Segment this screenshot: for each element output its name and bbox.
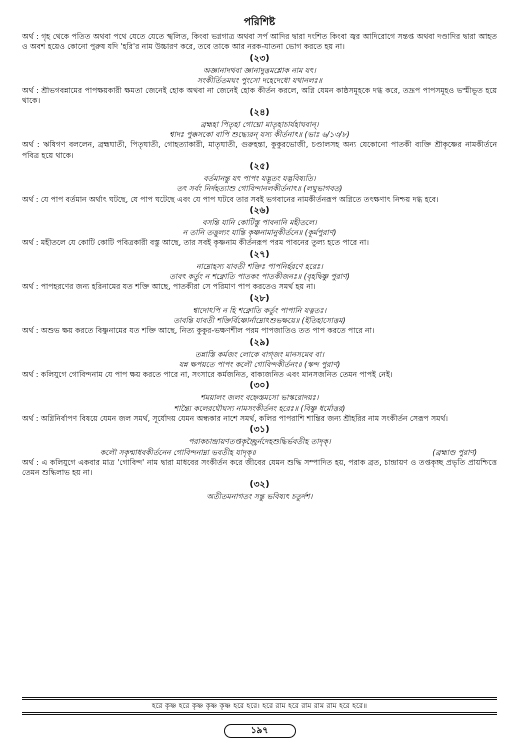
- translation-paragraph: অর্থ : যে পাপ বর্তমান অর্থাৎ ঘটছে, যে পাপ ঘটেছে এবং যে পাপ ঘটবে তার সবই ভগবানের নামকীর্তনরূপ অগ্নিতে তৎক্ষণাৎ নিশ্চয় দগ্ধ হবে।: [22, 194, 439, 204]
- verse-source: (ব্রহ্মাণ্ড পুরাণ): [432, 447, 477, 457]
- verse-line: তাবৎ কর্তুং ন শক্নোতি পাতকং পাতকীজনঃ॥ (বৃহদ্বিষ্ণু পুরাণ): [169, 272, 350, 282]
- verse-line: তাবন্তি যাবতী শক্তির্বিষ্ণোর্নাম্নোঽশুভক্ষয়ে॥ (ইতিহাসোত্তম): [173, 315, 346, 325]
- verse-text: কলৌ সকৃন্মাধবকীর্তনেন গোবিন্দনাম্না ভবতীহ যাদৃক্॥: [100, 447, 256, 457]
- verse-line: নাম্নোহস্য যাবতী শক্তিঃ পাপনির্হরণে হরেঃ।: [196, 261, 323, 271]
- verse-line: সংকীর্তিতমঘং পুংসো দহেদেধো যথানলঃ॥: [196, 75, 323, 85]
- verse-line: পরাকচান্দ্রায়ণতপ্তকৃচ্ছ্রৈর্নদেহশুদ্ধির্ভবতীহ তাদৃক্।: [188, 437, 331, 447]
- verse-line: তন্নাস্তি কর্মজং লোকে বাগ্জং মানসমেব বা।: [195, 349, 324, 359]
- page-header: [22, 14, 497, 30]
- verse-number: (২৫): [249, 161, 270, 172]
- page-number-wrap: [22, 718, 497, 734]
- page-footer: [22, 697, 497, 734]
- verse-line: যন্ন ক্ষপয়তে পাপং কলৌ গোবিন্দকীর্তনং॥ (স্কন্দ পুরাণ): [178, 359, 341, 369]
- translation-paragraph: অর্থ : পাপহরণের জন্য হরিনামের যত শক্তি আছে, পাতকীরা সে পরিমাণ পাপ করতেও সমর্থ হয় না।: [22, 282, 316, 292]
- verse-line: অতীতমনাগতং সন্তু ভবিষ্যৎ চতুর্দশ।: [206, 491, 313, 501]
- verse-number: (২৪): [249, 107, 270, 118]
- verse-line: অজ্ঞানাদথবা জ্ঞানাদুত্তমশ্লোক নাম যৎ।: [203, 65, 316, 75]
- verse-number: (২৭): [249, 249, 270, 260]
- translation-paragraph: অর্থ : গৃহ থেকে পতিত অথবা পথে যেতে যেতে স্খলিত, কিংবা ভগ্নগাত্র অথবা সর্প আদির দ্বারা দংশিত কিংবা জ্বর আদিরোগে সন্তপ্ত অথবা দণ্ডাদির দ্বারা আহত ও অবশ হয়েও কোনো পুরুষ যদি 'হরি'র নাম উচ্চারণ করে, তবে তাকে আর নরক-যাতনা ভোগ করতে হয় না।: [22, 32, 497, 52]
- verse-line: শ্বাদোঽপি ন হি শক্নোতি কর্তুং পাপানি যত্নতঃ।: [192, 305, 327, 315]
- verse-number: (৩০): [249, 381, 270, 392]
- verse-line: শ্বাদঃ পুক্কসকো বাপি শুদ্ধ্যেরন্ যস্য কীর্তনাৎ॥ (ভাঃ ৬/১৩/৮): [169, 130, 350, 140]
- bottom-rule: [22, 712, 497, 715]
- page-number: ১৯৭: [224, 724, 296, 738]
- verse-number: (২৩): [249, 53, 270, 64]
- verse-line: ব্রহ্মহা পিতৃহা গোঘ্নো মাতৃহাচার্যহাঘবান্।: [200, 119, 319, 129]
- translation-paragraph: অর্থ : অগ্নিনির্বাপণ বিষয়ে যেমন জল সমর্থ, সূর্যোদয় যেমন অন্ধকার নাশে সমর্থ, কলির পাপরাশি শান্তির জন্য শ্রীহরির নাম সংকীর্তন সেরূপ সমর্থ।: [22, 414, 448, 424]
- translation-paragraph: অর্থ : ঋষিগণ বললেন, ব্রহ্মঘাতী, পিতৃঘাতী, গোহত্যাকারী, মাতৃঘাতী, গুরুহন্তা, কুকুরভোজী, চণ্ডালসহ অন্য যেকোনো পাতকী ব্যক্তি শ্রীকৃষ্ণের নামকীর্তনে পবিত্র হয়ে থাকে।: [22, 140, 497, 160]
- page-content: [22, 32, 497, 502]
- translation-paragraph: অর্থ : শ্রীভগবন্নামের পাপক্ষয়কারী ক্ষমতা জেনেই হোক অথবা না জেনেই হোক কীর্তন করলে, অগ্নি যেমন কাষ্ঠসমূহকে দগ্ধ করে, তদ্রূপ পাপসমূহও ভস্মীভূত হয়ে থাকে।: [22, 86, 497, 106]
- verse-line: বর্তমানন্তু যৎ পাপং যদ্ভূতং যদ্ভবিষ্যতি।: [203, 173, 316, 183]
- verse-line: বসন্তি যানি কোটিস্তু পাবনানি মহীতলে।: [202, 217, 317, 227]
- page-title: পরিশিষ্ট: [243, 16, 276, 28]
- verse-line: শান্ত্যৈ কলেরঘৌঘস্য নামসংকীর্তনং হরেঃ॥ (বিষ্ণু ধর্মোত্তর): [173, 403, 346, 413]
- verse-number: (৩১): [249, 425, 270, 436]
- top-rule: [22, 697, 497, 700]
- translation-paragraph: অর্থ : মহীতলে যে কোটি কোটি পবিত্রকারী বস্তু আছে, তার সবই কৃষ্ণনাম কীর্তনরূপ পরম পাবনের তুল্য হতে পারে না।: [22, 238, 369, 248]
- verse-number: (২৬): [249, 205, 270, 216]
- translation-paragraph: অর্থ : অশুভ ক্ষয় করতে বিষ্ণুনামের যত শক্তি আছে, নিত্য কুকুর-ভক্ষণশীল পরম পাপজাতিও তত পাপ করতে পারে না।: [22, 326, 375, 336]
- verse-line: ন তানি তত্তুল্যং যান্তি কৃষ্ণনামানুকীর্তনে॥ (কূর্মপুরাণ): [182, 228, 337, 238]
- verse-line: শময়ালং জলং বহ্নেস্তমসো ভাস্করোদয়ঃ।: [200, 393, 319, 403]
- translation-paragraph: অর্থ : এ কলিযুগে একবার মাত্র 'গোবিন্দ' নাম দ্বারা মাধবের সংকীর্তন করে জীবের যেমন শুদ্ধি সম্পাদিত হয়, পরাক ব্রত, চান্দ্রায়ণ ও তপ্তকৃচ্ছ প্রভৃতি প্রায়শ্চিত্তে তেমন শুদ্ধিলাভ হয় না।: [22, 457, 497, 478]
- verse-number: (২৯): [249, 337, 270, 348]
- verse-line: তৎ সর্বং নির্দহত্যাশু গোবিন্দানলকীর্তনাৎ॥ (লঘুভাগবত): [176, 184, 343, 194]
- verse-number: (৩২): [249, 479, 270, 490]
- mahamantra-line: হরে কৃষ্ণ হরে কৃষ্ণ কৃষ্ণ কৃষ্ণ হরে হরে। হরে রাম হরে রাম রাম রাম হরে হরে॥: [151, 702, 368, 710]
- translation-paragraph: অর্থ : কলিযুগে গোবিন্দনাম যে পাপ ক্ষয় করতে পারে না, সংসারে কর্মজনিত, বাক্যজনিত এবং মানসজনিত তেমন পাপই নেই।: [22, 370, 393, 380]
- verse-line-with-source: [22, 448, 497, 458]
- verse-number: (২৮): [249, 293, 270, 304]
